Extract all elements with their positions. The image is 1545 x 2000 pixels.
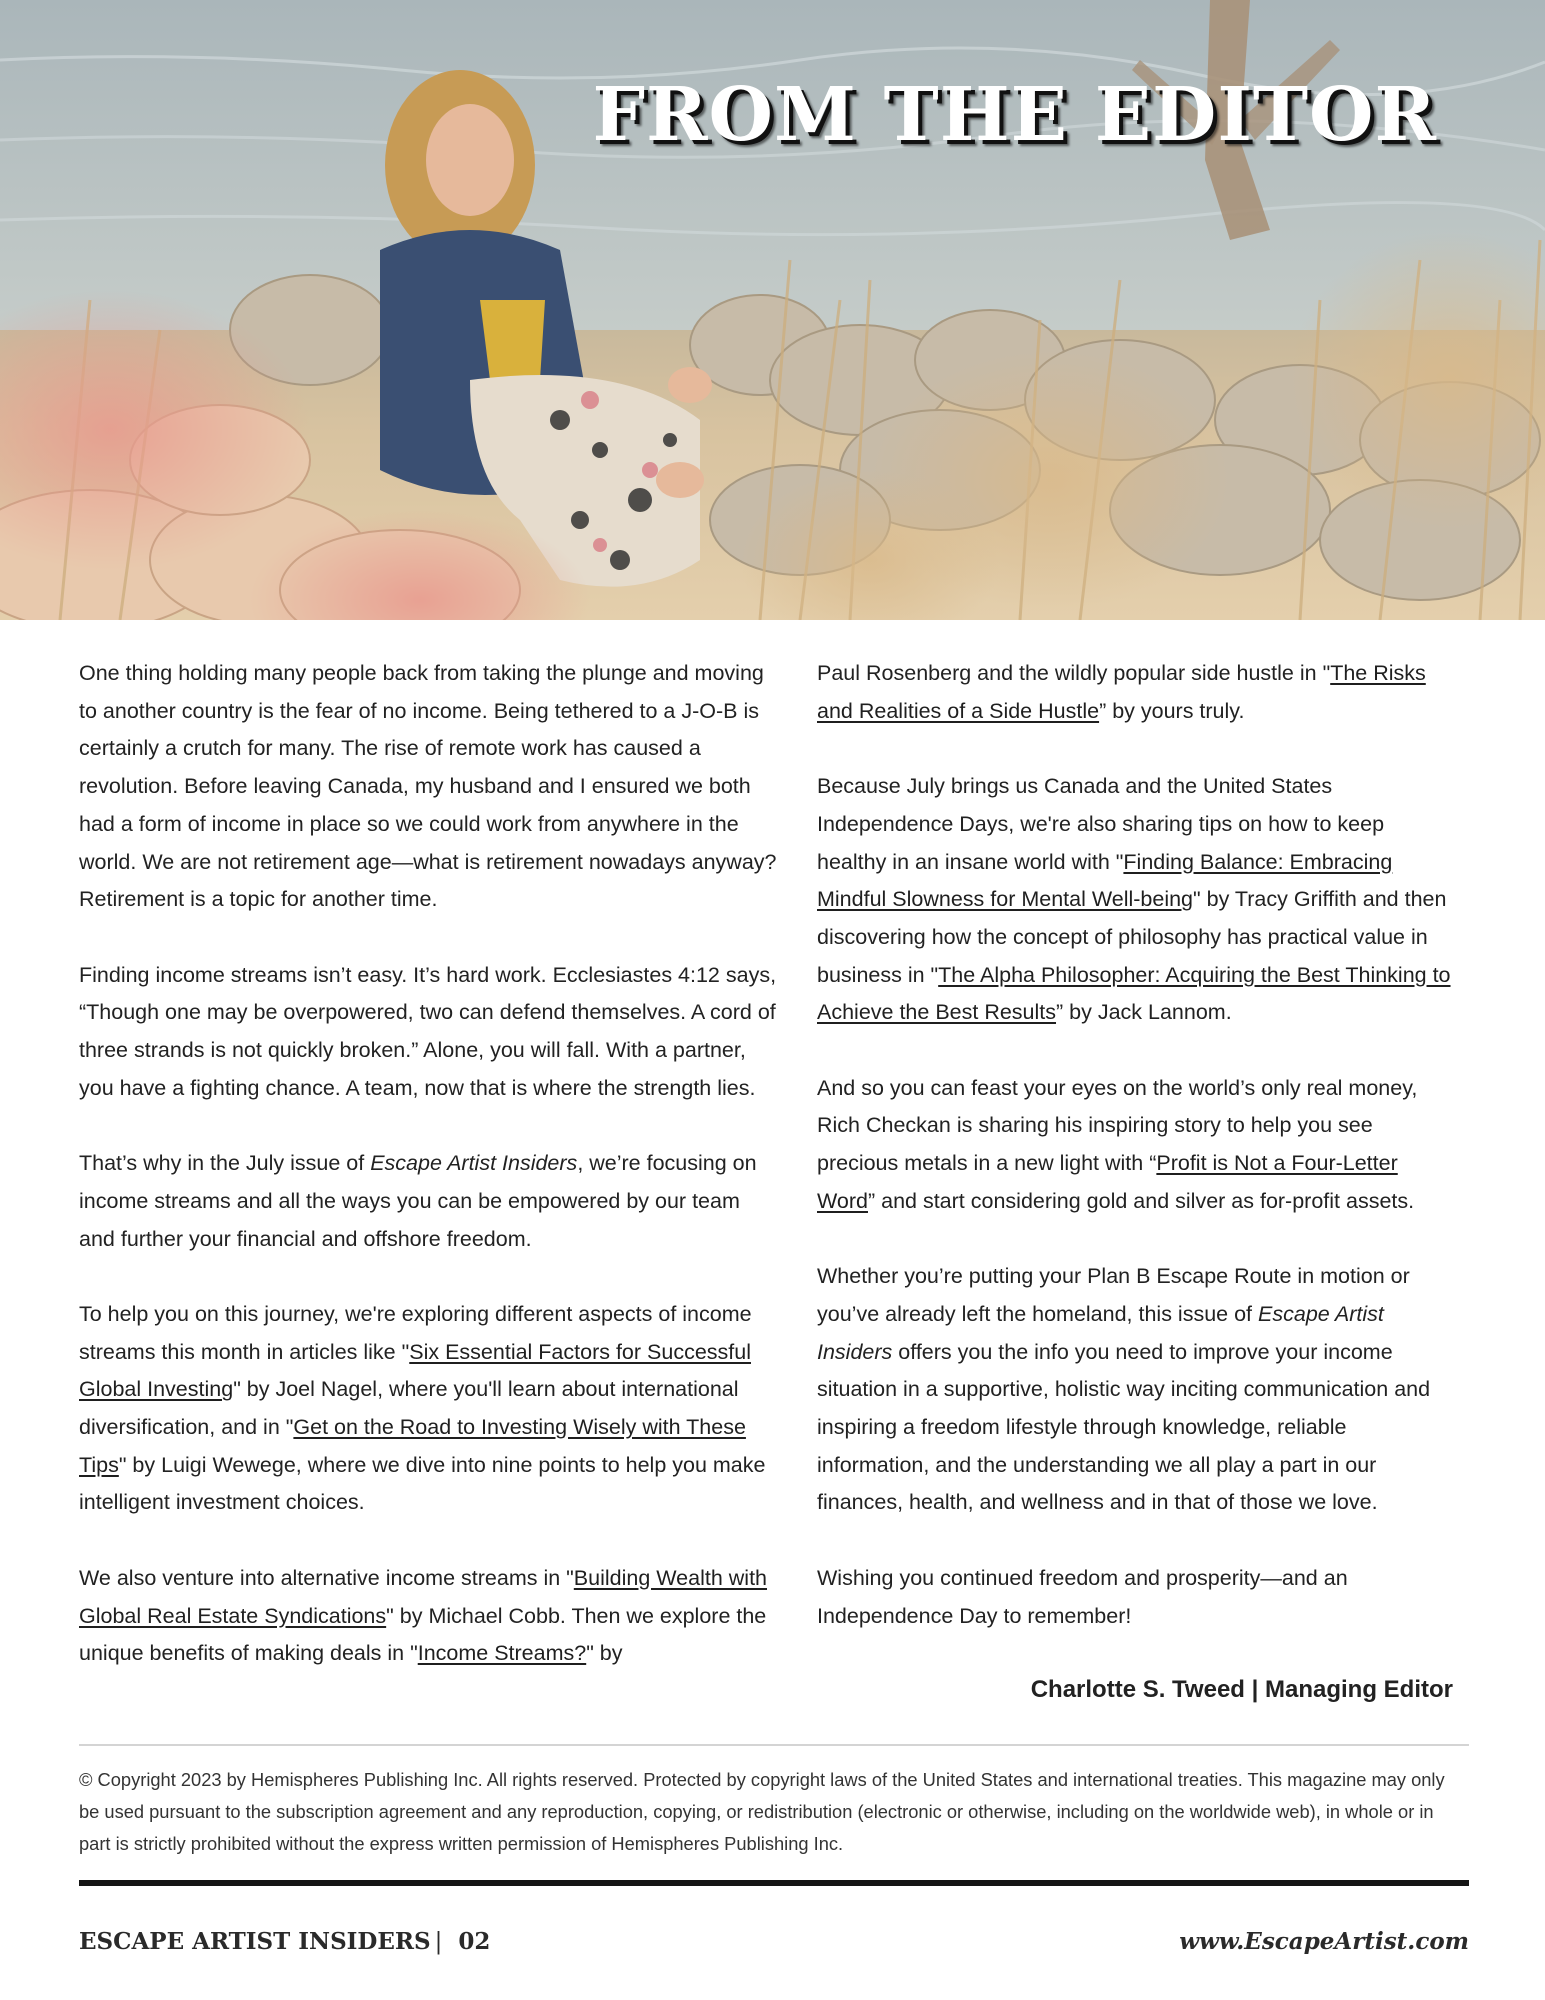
paragraph [817, 1258, 1457, 1522]
text-run: To help you on this journey, we're exploring different aspects of income streams this month in articles like " [79, 1301, 752, 1364]
article-left-column [79, 655, 781, 1673]
footer-divider [79, 1880, 1469, 1886]
text-run: We also venture into alternative income streams in " [79, 1565, 574, 1590]
article-link-finding-balance[interactable]: Finding Balance: Embracing Mindful Slowness for Mental Well-being [817, 849, 1393, 912]
page-number: 02 [458, 1928, 491, 1955]
paragraph: Wishing you continued freedom and prosperity—and an Independence Day to remember! [817, 1565, 1348, 1628]
page-title: FROM THE EDITOR [592, 72, 1437, 158]
text-run: ” by Jack Lannom. [1056, 1000, 1232, 1025]
copyright-notice: © Copyright 2023 by Hemispheres Publishing Inc. All rights reserved. Protected by copyright laws of the United States and international treaties. This magazine may only be used pursuant to the subscription agreement and any reproduction, copying, or redistribution (electronic or otherwise, including on the worldwide web), in whole or in part is strictly prohibited without the express written permission of Hemispheres Publishing Inc. [79, 1769, 1445, 1854]
text-run: Paul Rosenberg and the wildly popular side hustle in " [817, 661, 1331, 685]
magazine-name: Escape Artist Insiders [817, 1301, 1384, 1364]
text-run: " by Joel Nagel, where you'll learn about international diversification, and in " [79, 1377, 739, 1440]
editor-signature: Charlotte S. Tweed | Managing Editor [1030, 1676, 1453, 1703]
footer-separator: | [434, 1929, 443, 1955]
article-link-alpha-philosopher[interactable]: The Alpha Philosopher: Acquiring the Best Thinking to Achieve the Best Results [817, 962, 1451, 1025]
paragraph [79, 1296, 781, 1522]
text-run: " by Tracy Griffith and then discovering how the concept of philosophy has practical value in business in " [817, 887, 1447, 987]
paragraph [79, 1145, 781, 1258]
text-run: offers you the info you need to improve your income situation in a supportive, holistic way inciting communication and inspiring a freedom lifestyle through knowledge, reliable information, and the understanding we all play a part in our finances, health, and wellness and in that of those we love. [817, 1339, 1431, 1515]
paragraph: One thing holding many people back from taking the plunge and moving to another country is the fear of no income. Being tethered to a J-O-B is certainly a crutch for many. The rise of remote work has caused a revolution. Before leaving Canada, my husband and I ensured we both had a form of income in place so we could work from anywhere in the world. We are not retirement age—what is retirement nowadays anyway? Retirement is a topic for another time. [79, 661, 777, 912]
footer-publication [79, 1928, 490, 1955]
divider [79, 1744, 1469, 1746]
publication-name: ESCAPE ARTIST INSIDERS [79, 1928, 431, 1955]
footer-website-link[interactable]: www.EscapeArtist.com [1179, 1928, 1469, 1955]
paragraph [817, 655, 1457, 730]
article-link-building-wealth[interactable]: Building Wealth with Global Real Estate Syndications [79, 1565, 768, 1628]
text-run: ” and start considering gold and silver as for-profit assets. [867, 1188, 1415, 1213]
text-run: , we’re focusing on income streams and all the ways you can be empowered by our team and further your financial and offshore freedom. [79, 1151, 757, 1251]
text-run: ” by yours truly. [1099, 698, 1245, 723]
article-link-income-streams[interactable]: Income Streams? [417, 1641, 587, 1666]
text-run: " by Luigi Wewege, where we dive into nine points to help you make intelligent investment choices. [79, 1452, 766, 1515]
article-link-profit-four-letter-word[interactable]: Profit is Not a Four-Letter Word [817, 1151, 1398, 1213]
paragraph [817, 1070, 1457, 1221]
magazine-name: Escape Artist Insiders [370, 1151, 578, 1176]
article-right-column [817, 655, 1457, 1635]
hero-photo [0, 0, 1545, 620]
paragraph: Finding income streams isn’t easy. It’s hard work. Ecclesiastes 4:12 says, “Though one may be overpowered, two can defend themselves. A cord of three strands is not quickly broken.” Alone, you will fall. With a partner, you have a fighting chance. A team, now that is where the strength lies. [79, 962, 777, 1100]
text-run: That’s why in the July issue of [79, 1151, 371, 1176]
paragraph [817, 768, 1457, 1032]
text-run: " by Michael Cobb. Then we explore the unique benefits of making deals in " [79, 1603, 767, 1666]
article-link-side-hustle[interactable]: The Risks and Realities of a Side Hustle [817, 661, 1426, 723]
text-run: " by [586, 1641, 623, 1666]
paragraph [79, 1560, 781, 1673]
article-link-six-essential-factors[interactable]: Six Essential Factors for Successful Global Investing [79, 1339, 751, 1402]
text-run: And so you can feast your eyes on the world’s only real money, Rich Checkan is sharing his inspiring story to help you see precious metals in a new light with “ [817, 1075, 1418, 1176]
text-run: Whether you’re putting your Plan B Escape Route in motion or you’ve already left the homeland, this issue of [817, 1264, 1410, 1326]
article-link-road-to-investing[interactable]: Get on the Road to Investing Wisely with These Tips [79, 1415, 746, 1477]
text-run: Because July brings us Canada and the United States Independence Days, we're also sharing tips on how to keep healthy in an insane world with " [817, 774, 1385, 874]
